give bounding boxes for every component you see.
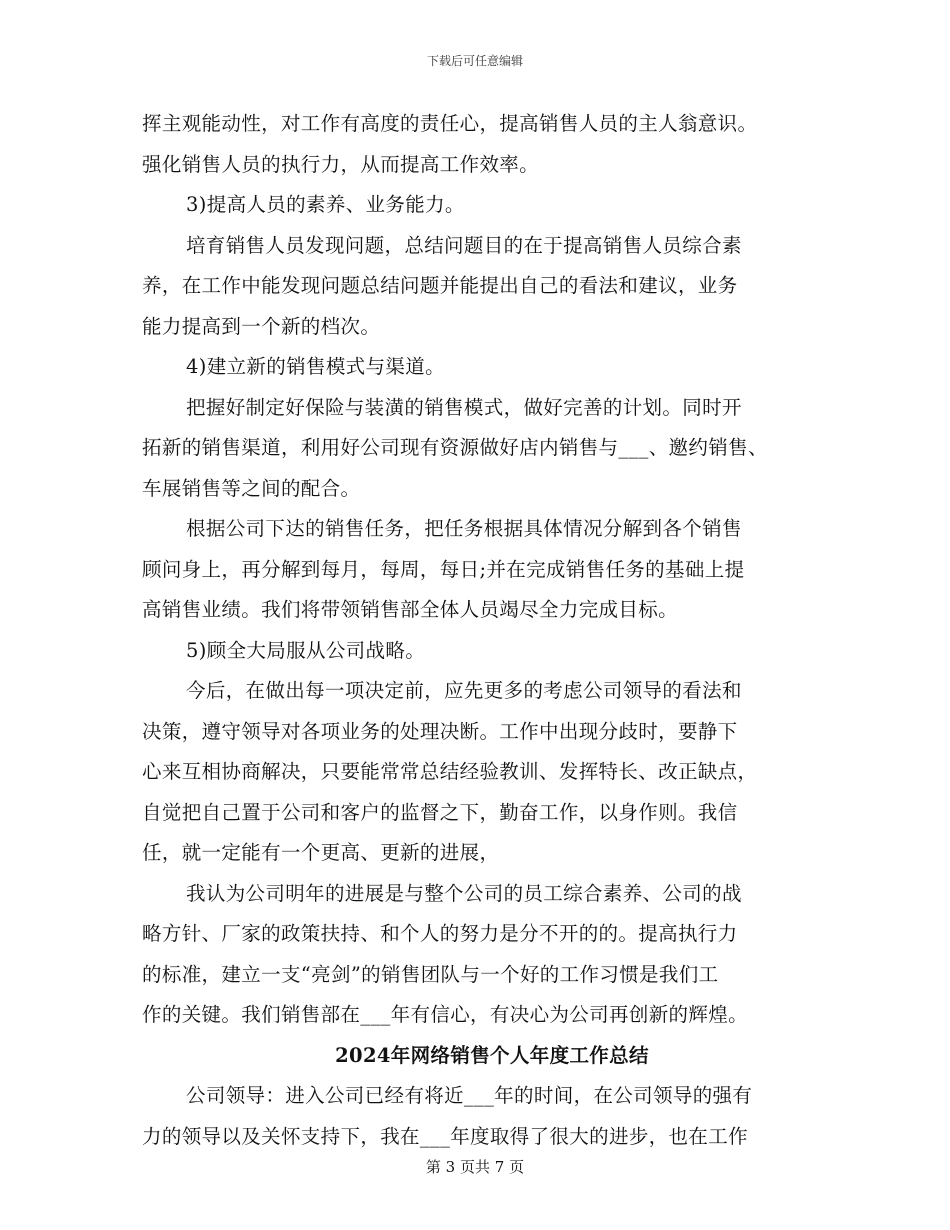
list-heading: 3)提高人员的素养、业务能力。 [186,193,465,216]
text-line: 决策，遵守领导对各项业务的处理决断。工作中出现分歧时，要静下 [142,719,738,743]
text-line: 培育销售人员发现问题，总结问题目的在于提高销售人员综合素 [186,233,742,257]
text-line: 心来互相协商解决，只要能常常总结经验教训、发挥特长、改正缺点， [142,760,758,783]
text-line: 今后，在做出每一项决定前，应先更多的考虑公司领导的看法和 [186,679,742,702]
text-line: 公司领导：进入公司已经有将近___年的时间，在公司领导的强有 [186,1084,753,1107]
document-body [142,104,822,1157]
list-heading: 4)建立新的销售模式与渠道。 [186,355,445,378]
text-line: 车展销售等之间的配合。 [142,476,361,500]
text-line: 力的领导以及关怀支持下，我在___年度取得了很大的进步，也在工作 [142,1124,748,1148]
text-line: 略方针、厂家的政策扶持、和个人的努力是分不开的的。提高执行力 [142,922,738,945]
text-line: 挥主观能动性，对工作有高度的责任心，提高销售人员的主人翁意识。 [142,112,758,135]
text-line: 能力提高到一个新的档次。 [142,314,381,338]
text-line: 自觉把自己置于公司和客户的监督之下，勤奋工作，以身作则。我信 [142,800,738,824]
text-line: 根据公司下达的销售任务，把任务根据具体情况分解到各个销售 [186,517,742,540]
text-line: 强化销售人员的执行力，从而提高工作效率。 [142,152,540,176]
text-line: 顾问身上，再分解到每月，每周，每日;并在完成销售任务的基础上提 [142,557,745,581]
page-number: 第 3 页共 7 页 [425,1158,525,1176]
text-line: 作的关键。我们销售部在___年有信心，有决心为公司再创新的辉煌。 [142,1003,748,1026]
page-header: 下载后可任意编辑 [426,54,523,68]
text-line: 我认为公司明年的进展是与整个公司的员工综合素养、公司的战 [186,881,742,905]
text-line: 养，在工作中能发现问题总结问题并能提出自己的看法和建议，业务 [142,274,738,297]
list-heading: 5)顾全大局服从公司战略。 [186,638,426,662]
text-line: 拓新的销售渠道，利用好公司现有资源做好店内销售与___、邀约销售、 [142,436,768,459]
text-line: 的标准，建立一支“亮剑”的销售团队与一个好的工作习惯是我们工 [142,962,719,986]
text-line: 高销售业绩。我们将带领销售部全体人员竭尽全力完成目标。 [142,598,678,621]
text-line: 任，就一定能有一个更高、更新的进展， [142,841,500,864]
section-title: 2024年网络销售个人年度工作总结 [335,1043,649,1067]
text-line: 把握好制定好保险与装潢的销售模式，做好完善的计划。同时开 [186,395,742,419]
